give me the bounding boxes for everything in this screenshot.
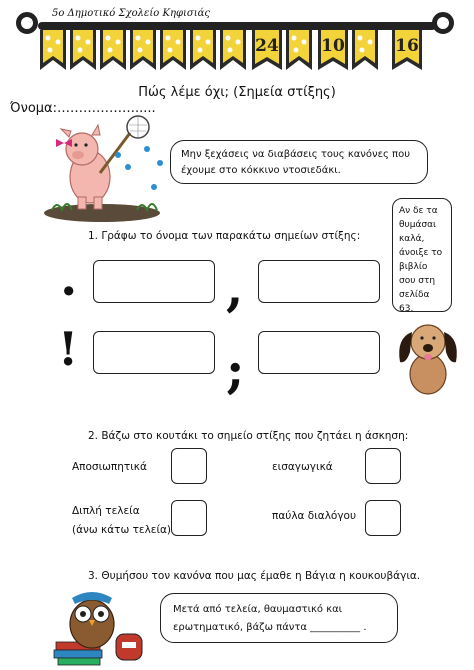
symbol-exclamation: ! [58,322,79,376]
book-hint-box: Αν δε τα θυμάσαι καλά, άνοιξε το βιβλίο σου στη σελίδα 63. [392,198,452,312]
banner-scroll-left [16,12,38,34]
exercise-3-instruction: 3. Θυμήσου τον κανόνα που μας έμαθε η Βάγια η κουκουβάγια. [88,570,421,582]
pennant [100,30,126,70]
page-title: Πώς λέμε όχι; (Σημεία στίξης) [138,85,336,100]
item-colon-label: Διπλή τελεία [72,505,140,517]
school-header: 5ο Δημοτικό Σχολείο Κηφισιάς [52,8,210,19]
pennant [286,30,312,70]
pennant [130,30,156,70]
symbol-question: ; [226,340,245,399]
answer-box-comma[interactable] [258,260,380,303]
item-dialogue-dash-label: παύλα διαλόγου [272,510,357,522]
pig-illustration [42,115,172,225]
pennant [190,30,216,70]
pennant-number-2 [318,30,348,70]
answer-box-question[interactable] [258,331,380,374]
answer-box-ellipsis[interactable] [171,448,207,484]
dog-illustration [386,312,466,396]
pennant [352,30,378,70]
rule-speech-box [160,593,398,643]
pennant [220,30,246,70]
exercise-1-instruction: 1. Γράφω το όνομα των παρακάτω σημείων στίξης: [88,230,361,242]
exercise-2-instruction: 2. Βάζω στο κουτάκι το σημείο στίξης που ζητάει η άσκηση: [88,430,409,442]
pennant [70,30,96,70]
rule-line-2: ερωτηματικό, βάζω πάντα __________ . [173,622,367,633]
answer-box-period[interactable] [93,260,215,303]
answer-box-quotes[interactable] [365,448,401,484]
pennant-number-text: 10 [321,36,345,56]
item-colon-sublabel: (άνω κάτω τελεία) [72,524,172,536]
symbol-period: . [60,248,78,307]
banner-rod [38,22,436,30]
pennant-number-3 [392,30,422,70]
pennant-number-text: 24 [255,36,279,56]
answer-box-colon[interactable] [171,500,207,536]
pennant-number-1 [252,30,282,70]
item-ellipsis-label: Αποσιωπητικά [72,461,147,473]
reminder-speech-box: Μην ξεχάσεις να διαβάσεις τους κανόνες που έχουμε στο κόκκινο ντοσιεδάκι. [170,140,428,184]
name-field-label: Όνομα:………………..... [10,101,156,116]
pennant-number-text: 16 [395,36,419,56]
item-quotes-label: εισαγωγικά [272,461,333,473]
answer-box-exclamation[interactable] [93,331,215,374]
answer-box-dialogue-dash[interactable] [365,500,401,536]
rule-line-1: Μετά από τελεία, θαυμαστικό και [173,604,343,615]
pennant [40,30,66,70]
pennant [160,30,186,70]
owl-illustration [52,586,152,666]
symbol-comma: , [226,258,244,317]
